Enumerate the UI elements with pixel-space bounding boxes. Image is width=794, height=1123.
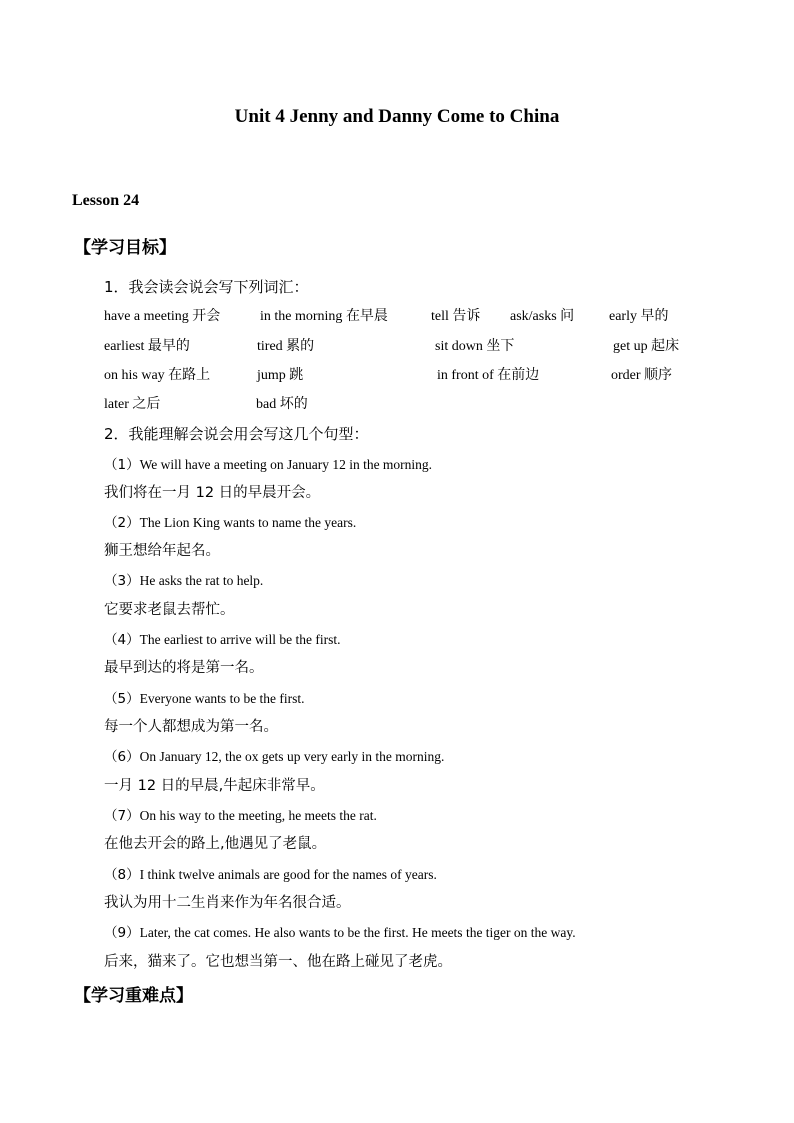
sentence-chinese: 我们将在一月 12 日的早晨开会。 [104, 485, 321, 501]
item-vocabulary-intro: 1．我会读会说会写下列词汇： [104, 278, 309, 296]
vocab-item: jump 跳 [257, 367, 304, 383]
sentence-chinese: 最早到达的将是第一名。 [104, 660, 264, 676]
sentence-chinese: 后来，猫来了。它也想当第一、他在路上碰见了老虎。 [104, 954, 452, 970]
sentence-english: （8）I think twelve animals are good for the names of years. [104, 867, 437, 883]
sentence-chinese: 一月 12 日的早晨,牛起床非常早。 [104, 778, 325, 794]
section-heading-key-points: 【学习重难点】 [74, 986, 193, 1006]
vocab-item: early 早的 [609, 308, 669, 324]
sentence-chinese: 狮王想给年起名。 [104, 543, 220, 559]
vocab-item: sit down 坐下 [435, 338, 515, 354]
vocab-item: order 顺序 [611, 367, 673, 383]
vocab-item: ask/asks 问 [510, 308, 575, 324]
vocab-item: later 之后 [104, 396, 161, 412]
sentence-english: （1）We will have a meeting on January 12 in the morning. [104, 457, 433, 473]
vocab-item: in front of 在前边 [437, 367, 540, 383]
sentence-chinese: 每一个人都想成为第一名。 [104, 719, 278, 735]
section-heading-objectives: 【学习目标】 [74, 238, 176, 258]
sentence-english: （3）He asks the rat to help. [104, 573, 264, 589]
sentence-english: （2）The Lion King wants to name the years. [104, 515, 357, 531]
sentence-english: （7）On his way to the meeting, he meets the rat. [104, 808, 377, 824]
vocab-item: in the morning 在早晨 [260, 308, 388, 324]
sentence-english: （5）Everyone wants to be the first. [104, 691, 305, 707]
sentence-english: （4）The earliest to arrive will be the first. [104, 632, 341, 648]
sentence-english: （9）Later, the cat comes. He also wants to be the first. He meets the tiger on the way. [104, 925, 576, 941]
document-title: Unit 4 Jenny and Danny Come to China [234, 106, 560, 127]
vocab-item: earliest 最早的 [104, 338, 190, 354]
sentence-chinese: 在他去开会的路上,他遇见了老鼠。 [104, 836, 327, 852]
vocab-item: bad 坏的 [256, 396, 308, 412]
vocab-item: get up 起床 [613, 338, 680, 354]
sentence-chinese: 我认为用十二生肖来作为年名很合适。 [104, 895, 351, 911]
sentence-english: （6）On January 12, the ox gets up very early in the morning. [104, 749, 445, 765]
vocab-item: tell 告诉 [431, 308, 481, 324]
vocab-item: have a meeting 开会 [104, 308, 221, 324]
vocab-item: tired 累的 [257, 338, 315, 354]
vocab-item: on his way 在路上 [104, 367, 211, 383]
lesson-label: Lesson 24 [72, 192, 140, 209]
item-sentence-patterns-intro: 2．我能理解会说会用会写这几个句型： [104, 425, 369, 443]
sentence-chinese: 它要求老鼠去帮忙。 [104, 602, 235, 618]
